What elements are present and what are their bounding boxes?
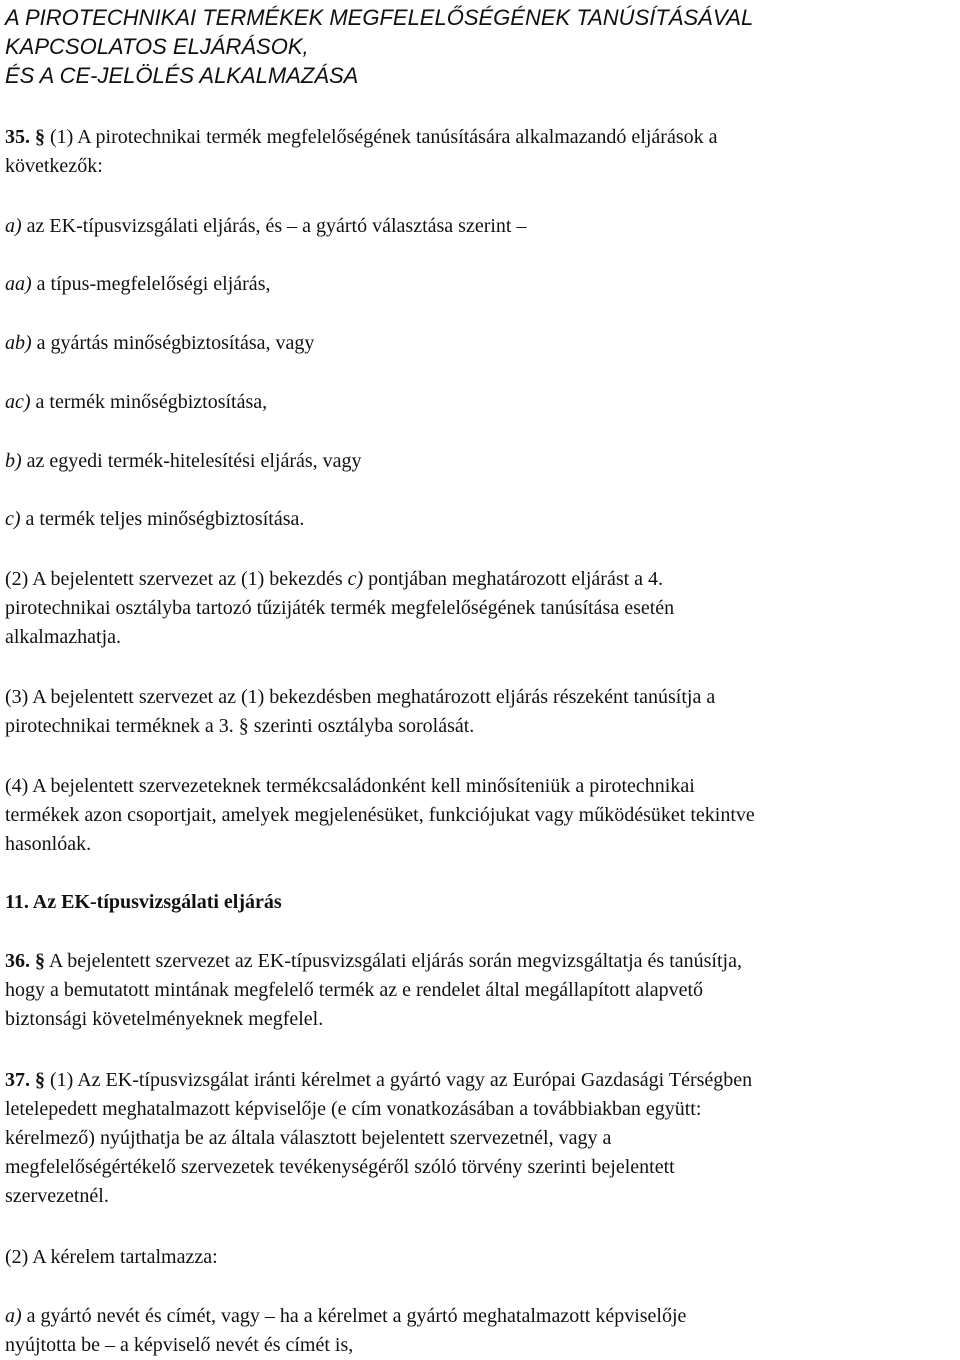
list-item-text: az EK-típusvizsgálati eljárás, és – a gyártó választása szerint –: [26, 215, 527, 237]
list-item-text: nyújtotta be – a képviselő nevét és címét is,: [5, 1334, 354, 1356]
list-marker: ac): [5, 391, 31, 413]
section-37-paragraph-1: [5, 1066, 960, 1211]
section-number: 37. §: [5, 1069, 45, 1091]
paragraph-text: hasonlóak.: [5, 833, 92, 855]
paragraph-text: A bejelentett szervezet az EK-típusvizsgálati eljárás során megvizsgáltatja és tanúsítja,: [48, 950, 742, 972]
list-item-b: [5, 447, 960, 476]
chapter-title: [5, 3, 945, 90]
list-item-aa: [5, 270, 960, 299]
list-item-text: a gyártás minőségbiztosítása, vagy: [36, 332, 315, 354]
paragraph-text: termékek azon csoportjait, amelyek megjelenésüket, funkciójukat vagy működésüket tekintve: [5, 804, 755, 826]
list-marker: ab): [5, 332, 32, 354]
paragraph-text: megfelelőségértékelő szervezetek tevékenységéről szóló törvény szerinti bejelentett: [5, 1156, 675, 1178]
section-36: [5, 947, 960, 1034]
paragraph-text: letelepedett meghatalmazott képviselője (e cím vonatkozásában a továbbiakban együtt:: [5, 1098, 702, 1120]
section-number: 35. §: [5, 126, 45, 148]
list-item-text: a termék minőségbiztosítása,: [35, 391, 268, 413]
list-item-c: [5, 505, 960, 534]
chapter-title-line: A PIROTECHNIKAI TERMÉKEK MEGFELELŐSÉGÉNEK TANÚSÍTÁSÁVAL: [5, 5, 754, 30]
list-marker: b): [5, 450, 22, 472]
paragraph-text: következők:: [5, 155, 103, 177]
list-marker: c): [347, 568, 364, 590]
section-35-paragraph-3: [5, 683, 960, 741]
paragraph-text: szervezetnél.: [5, 1185, 109, 1207]
chapter-title-line: ÉS A CE-JELÖLÉS ALKALMAZÁSA: [5, 63, 359, 88]
list-item-text: a típus-megfelelőségi eljárás,: [36, 273, 271, 295]
paragraph-text: pirotechnikai terméknek a 3. § szerinti osztályba sorolását.: [5, 715, 475, 737]
list-item-a: [5, 212, 960, 241]
list-marker: a): [5, 1305, 22, 1327]
paragraph-text: (2) A kérelem tartalmazza:: [5, 1246, 218, 1268]
paragraph-text: biztonsági követelményeknek megfelel.: [5, 1008, 324, 1030]
section-35-paragraph-4: [5, 772, 960, 859]
list-item-text: a termék teljes minőségbiztosítása.: [25, 508, 305, 530]
chapter-title-line: KAPCSOLATOS ELJÁRÁSOK,: [5, 34, 309, 59]
paragraph-text: (2) A bejelentett szervezet az (1) bekezdés: [5, 568, 343, 590]
section-37-paragraph-2: [5, 1243, 960, 1272]
paragraph-text: (4) A bejelentett szervezeteknek termékcsaládonként kell minősíteniük a pirotechnikai: [5, 775, 695, 797]
list-marker: aa): [5, 273, 32, 295]
paragraph-text: pontjában meghatározott eljárást a 4.: [368, 568, 664, 590]
list-marker: a): [5, 215, 22, 237]
paragraph-text: hogy a bemutatott mintának megfelelő termék az e rendelet által megállapított alapvető: [5, 979, 704, 1001]
list-marker: c): [5, 508, 21, 530]
section-heading: 11. Az EK-típusvizsgálati eljárás: [5, 891, 282, 913]
section-35-paragraph-2: [5, 565, 960, 652]
paragraph-text: pirotechnikai osztályba tartozó tűzijáték termék megfelelőségének tanúsítása esetén: [5, 597, 675, 619]
paragraph-text: (1) A pirotechnikai termék megfelelőségének tanúsítására alkalmazandó eljárások a: [50, 126, 718, 148]
list-item-text: az egyedi termék-hitelesítési eljárás, vagy: [26, 450, 362, 472]
paragraph-text: kérelmező) nyújthatja be az általa választott bejelentett szervezetnél, vagy a: [5, 1127, 612, 1149]
section-35-paragraph-1: [5, 123, 960, 181]
section-number: 36. §: [5, 950, 45, 972]
list-item-text: a gyártó nevét és címét, vagy – ha a kérelmet a gyártó meghatalmazott képviselője: [26, 1305, 687, 1327]
paragraph-text: alkalmazhatja.: [5, 626, 122, 648]
list-item-ac: [5, 388, 960, 417]
paragraph-text: (1) Az EK-típusvizsgálat iránti kérelmet a gyártó vagy az Európai Gazdasági Térségben: [50, 1069, 753, 1091]
list-item-a: [5, 1302, 960, 1360]
paragraph-text: (3) A bejelentett szervezet az (1) bekezdésben meghatározott eljárás részeként tanúsítja a: [5, 686, 716, 708]
list-item-ab: [5, 329, 960, 358]
